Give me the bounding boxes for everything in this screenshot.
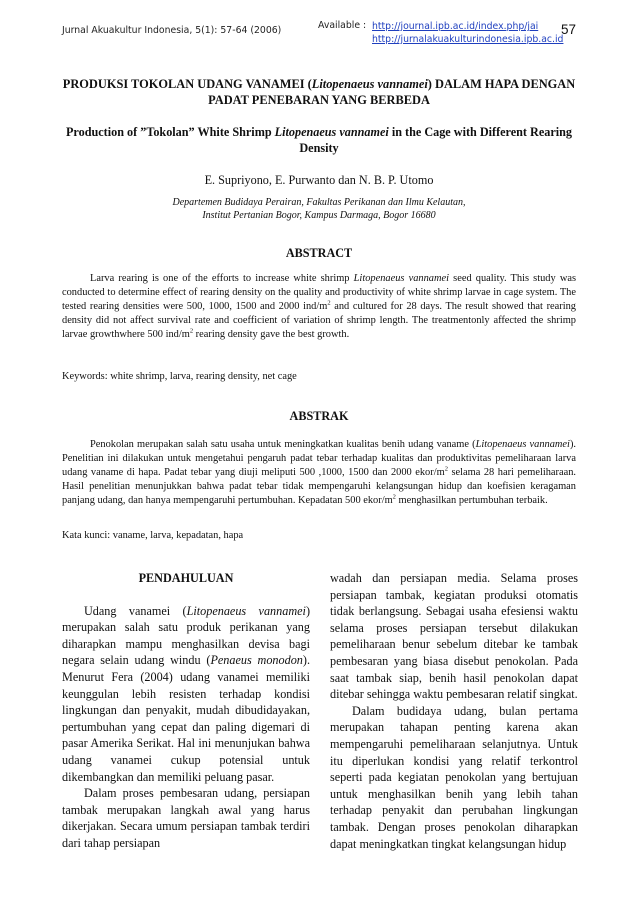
abstrak-text: Penokolan merupakan salah satu usaha untuk meningkatkan kualitas benih udang vaname (Litopenaeus vannamei). Penelitian ini dilakukan untuk mengetahui pengaruh padat tebar terhadap kualitas dan produktivitas pemeliharaan larva udang vaname di hapa. Padat tebar yang diuji meliputi 500 ,1000, 1500 dan 2000 ekor/$m^2$ selama 28 hari pemeliharaan. Hasil penelitian menunjukkan bahwa padat tebar tidak mempengaruhi kelangsungan hidup dan koefisien keragaman panjang udang, dan hanya mempengaruhi pertumbuhan. Kepadatan 500 ekor/$m^2$ menghasilkan pertumbuhan terbaik.	[62, 439, 577, 506]
authors: E. Supriyono, E. Purwanto dan N. B. P. Utomo	[204, 173, 434, 187]
abstract-keywords: Keywords: white shrimp, larva, rearing density, net cage	[62, 371, 297, 382]
intro-column-right	[330, 570, 578, 852]
affiliation: Departemen Budidaya Perairan, Fakultas Perikanan dan Ilmu Kelautan, Institut Pertanian Bogor, Kampus Darmaga, Bogor 16680	[172, 197, 466, 221]
page-number: 57	[560, 22, 576, 37]
journal-url-link[interactable]: http://journal.ipb.ac.id/index.php/jai	[372, 21, 539, 32]
abstrak-keywords: Kata kunci: vaname, larva, kepadatan, hapa	[62, 530, 244, 541]
abstrak-heading: ABSTRAK	[289, 409, 349, 423]
abstract-text: Larva rearing is one of the efforts to increase white shrimp Litopenaeus vannamei seed quality. This study was conducted to determine effect of rearing density on the quality and productivity of white shrimp larvae in cage system. The tested rearing densities were 500, 1000, 1500 and 2000 ind/$m^2$ and cultured for 28 days. The result showed that rearing density did not affect survival rate and coefficient of variation of shrimp length. The treatmentonly affected the shrimp larvae growthwhere 500 ind/$m^2$ rearing density gave the best growth.	[62, 273, 577, 340]
paper-title-english: Production of ”Tokolan” White Shrimp Litopenaeus vannamei in the Cage with Different Rearing Density	[65, 125, 573, 155]
journal-citation: Jurnal Akuakultur Indonesia, 5(1): 57-64 (2006)	[62, 25, 282, 36]
journal-urls	[372, 20, 563, 46]
intro-paragraph-3: wadah dan persiapan media. Selama proses persiapan tambak, kegiatan produksi otomatis tidak berlangsung. Sebagai usaha efesiensi waktu selama proses persiapan tersebut dilakukan pemeliharaan benur sebelum ditebar ke tambak pembesaran yang biasa disebut penokolan. Pada saat tambak siap, benih hasil penokolan dapat ditebar sehingga waktu pembesaran relatif singkat.	[330, 571, 578, 702]
journal-website-link[interactable]: http://jurnalakuakulturindonesia.ipb.ac.id	[372, 34, 564, 45]
intro-paragraph-2: Dalam proses pembesaran udang, persiapan tambak merupakan langkah awal yang harus dikerjakan. Secara umum persiapan tambak terdiri dari tahap persiapan	[62, 786, 310, 850]
abstract-heading: ABSTRACT	[285, 246, 353, 260]
paper-title-indonesian: PRODUKSI TOKOLAN UDANG VANAMEI (Litopenaeus vannamei) DALAM HAPA DENGAN PADAT PENEBARAN YANG BERBEDA	[62, 77, 576, 107]
available-label: Available :	[318, 20, 367, 31]
intro-heading: PENDAHULUAN	[138, 571, 234, 585]
intro-column-left	[62, 570, 310, 852]
intro-paragraph-4: Dalam budidaya udang, bulan pertama merupakan tahapan penting karena akan mempengaruhi pemeliharaan selanjutnya. Untuk itu diperlukan kondisi yang relatif terkontrol seperti pada kegiatan penokolan yang bertujuan untuk menghasilkan benih yang lebih tahan terhadap penyakit dan perubahan lingkungan tambak. Dengan proses penokolan diharapkan dapat meningkatkan tingkat kelangsungan hidup	[330, 703, 578, 851]
page-header	[62, 12, 576, 52]
intro-paragraph-1: Udang vanamei (Litopenaeus vannamei) merupakan salah satu produk perikanan yang diharapkan mampu menghasilkan devisa bagi negara selain udang windu (Penaeus monodon). Menurut Fera (2004) udang vanamei memiliki keunggulan lebih resisten terhadap kondisi lingkungan dan penyakit, mudah dibudidayakan, pertumbuhan yang cepat dan paling digemari di pasar Amerika Serikat. Hal ini menunjukan bahwa udang vanamei cukup potensial untuk dikembangkan dan memiliki peluang pasar.	[62, 603, 311, 784]
